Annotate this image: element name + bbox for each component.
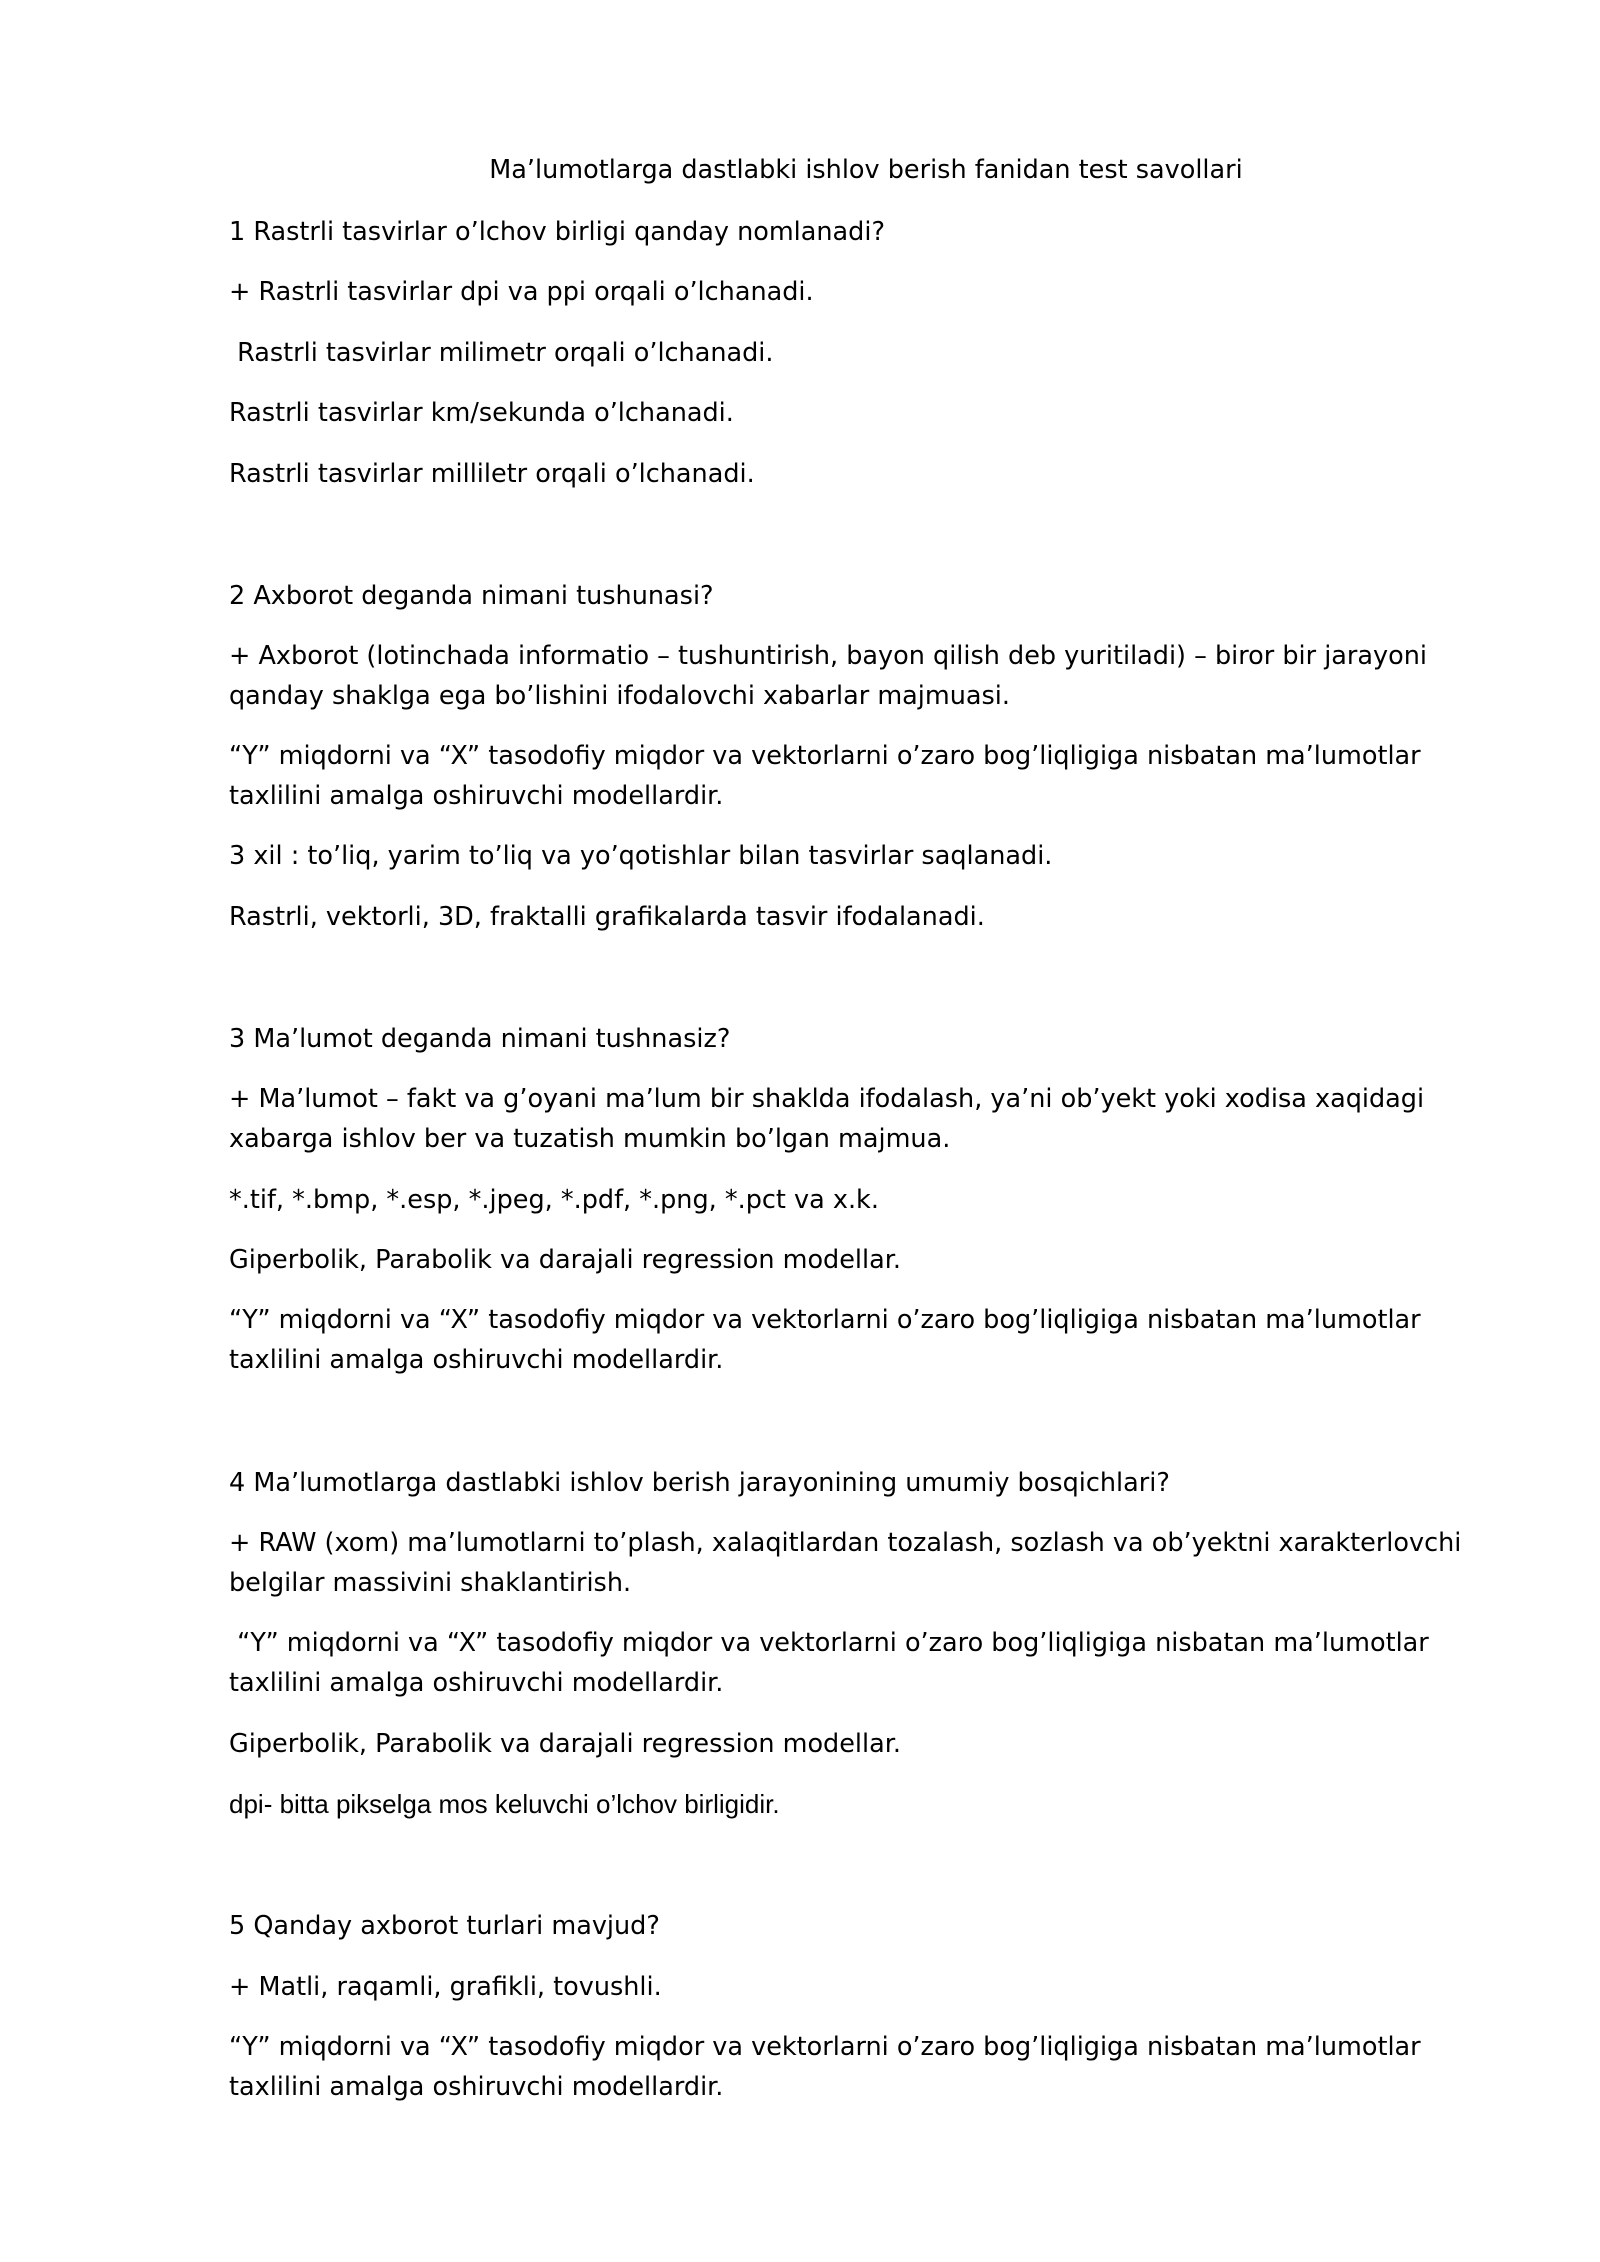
question-4: 4 Ma’lumotlarga dastlabki ishlov berish jarayonining umumiy bosqichlari? — [229, 1468, 1170, 1498]
q2-option-2: “Y” miqdorni va “X” tasodofiy miqdor va vektorlarni o’zaro bog’liqligiga nisbatan ma’lumotlar taxlilini amalga oshiruvchi modellardir. — [229, 741, 1421, 811]
question-5: 5 Qanday axborot turlari mavjud? — [229, 1911, 660, 1941]
q2-answer-correct: + Axborot (lotinchada informatio – tushuntirish, bayon qilish deb yuritiladi) – biror bir jarayoni qanday shaklga ega bo’lishini ifodalovchi xabarlar majmuasi. — [229, 641, 1427, 711]
q4-option-2: “Y” miqdorni va “X” tasodofiy miqdor va vektorlarni o’zaro bog’liqligiga nisbatan ma’lumotlar taxlilini amalga oshiruvchi modellardir. — [229, 1628, 1437, 1698]
q5-option-2: “Y” miqdorni va “X” tasodofiy miqdor va vektorlarni o’zaro bog’liqligiga nisbatan ma’lumotlar taxlilini amalga oshiruvchi modellardir. — [229, 2032, 1421, 2102]
q4-answer-correct: + RAW (xom) ma’lumotlarni to’plash, xalaqitlardan tozalash, sozlash va ob’yektni xarakterlovchi belgilar massivini shaklantirish. — [229, 1528, 1462, 1598]
q1-option-3: Rastrli tasvirlar km/sekunda o’lchanadi. — [229, 398, 734, 428]
q3-answer-correct: + Ma’lumot – fakt va g’oyani ma’lum bir shaklda ifodalash, ya’ni ob’yekt yoki xodisa xaqidagi xabarga ishlov ber va tuzatish mumkin bo’lgan majmua. — [229, 1084, 1425, 1154]
q4-option-3: Giperbolik, Parabolik va darajali regression modellar. — [229, 1729, 901, 1759]
question-3: 3 Ma’lumot deganda nimani tushnasiz? — [229, 1024, 731, 1054]
question-1: 1 Rastrli tasvirlar o’lchov birligi qanday nomlanadi? — [229, 217, 885, 247]
q3-option-3: Giperbolik, Parabolik va darajali regression modellar. — [229, 1245, 901, 1275]
q5-answer-correct: + Matli, raqamli, grafikli, tovushli. — [229, 1972, 662, 2002]
q2-option-4: Rastrli, vektorli, 3D, fraktalli grafikalarda tasvir ifodalanadi. — [229, 902, 985, 932]
q1-option-4: Rastrli tasvirlar millilеtr orqali o’lchanadi. — [229, 459, 755, 489]
q4-option-4: dpi- bitta pikselga mos keluvchi o’lchov birligidir. — [229, 1789, 780, 1819]
question-2: 2 Axborot deganda nimani tushunasi? — [229, 581, 714, 611]
q1-option-2: Rastrli tasvirlar milimetr orqali o’lchanadi. — [229, 338, 774, 368]
q3-option-2: *.tif, *.bmp, *.esp, *.jpeg, *.pdf, *.png, *.pct va x.k. — [229, 1185, 879, 1215]
document-title: Ma’lumotlarga dastlabki ishlov berish fanidan test savollari — [489, 155, 1243, 185]
q2-option-3: 3 xil : to’liq, yarim to’liq va yo’qotishlar bilan tasvirlar saqlanadi. — [229, 841, 1053, 871]
q1-answer-correct: + Rastrli tasvirlar dpi va ppi orqali o’lchanadi. — [229, 277, 814, 307]
q3-option-4: “Y” miqdorni va “X” tasodofiy miqdor va vektorlarni o’zaro bog’liqligiga nisbatan ma’lumotlar taxlilini amalga oshiruvchi modellardir. — [229, 1305, 1421, 1375]
